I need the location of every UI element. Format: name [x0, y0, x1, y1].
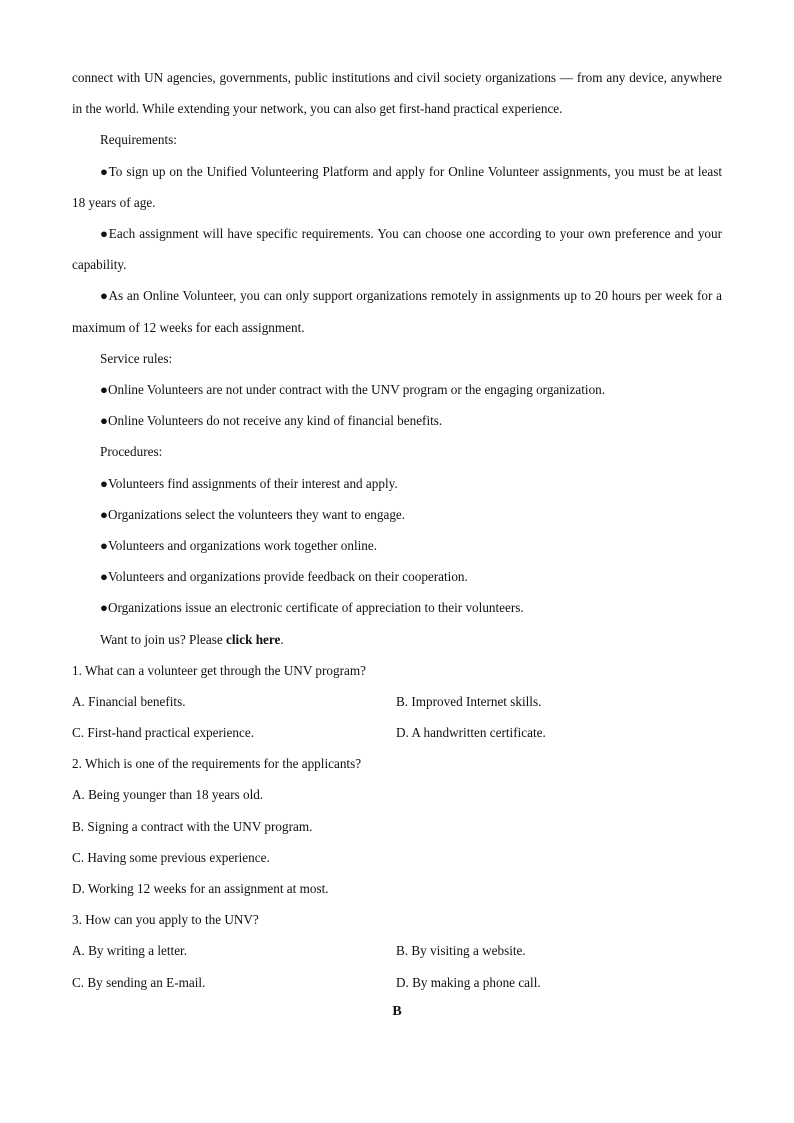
option-b[interactable]: B. By visiting a website.: [396, 943, 526, 959]
procedure-item: ●Volunteers find assignments of their interest and apply.: [100, 475, 398, 491]
procedure-item: ●Volunteers and organizations work together online.: [100, 537, 378, 553]
option-a[interactable]: A. Financial benefits.: [72, 693, 186, 709]
question-stem: 1. What can a volunteer get through the UNV program?: [72, 662, 366, 678]
join-line: [72, 624, 722, 655]
intro-line-2: anywhere in the world. While extending your network, you can also get first-hand practical experience.: [72, 70, 723, 117]
option-c[interactable]: C. First-hand practical experience.: [72, 725, 254, 741]
option-row: [72, 686, 722, 717]
requirement-item: ●To sign up on the Unified Volunteering Platform and apply for Online Volunteer assignments, you must be at least 18 years of age.: [72, 163, 722, 210]
service-rule-item: ●Online Volunteers are not under contract with the UNV program or the engaging organization.: [100, 382, 606, 397]
option-b[interactable]: B. Signing a contract with the UNV program.: [72, 818, 313, 834]
service-rules-heading: Service rules:: [100, 350, 173, 366]
click-here-link[interactable]: click here: [226, 631, 281, 647]
option-d[interactable]: D. Working 12 weeks for an assignment at most.: [72, 881, 329, 896]
requirement-item: ●As an Online Volunteer, you can only support organizations remotely in assignments up to 20 hours per week for a maximum of 12 weeks for each assignment.: [72, 288, 722, 335]
option-a[interactable]: A. Being younger than 18 years old.: [72, 787, 264, 803]
option-d[interactable]: D. A handwritten certificate.: [396, 725, 546, 741]
option-row: [72, 967, 722, 998]
procedure-item: ●Volunteers and organizations provide feedback on their cooperation.: [100, 569, 468, 585]
join-prefix: Want to join us? Please: [100, 631, 227, 647]
requirement-item: ●Each assignment will have specific requirements. You can choose one according to your own preference and your capability.: [72, 226, 722, 273]
option-b[interactable]: B. Improved Internet skills.: [396, 693, 542, 709]
option-c[interactable]: C. By sending an E-mail.: [72, 974, 206, 990]
procedures-heading: Procedures:: [100, 444, 163, 460]
join-suffix: .: [280, 631, 284, 647]
document-page: [72, 62, 722, 1026]
option-d[interactable]: D. By making a phone call.: [396, 974, 541, 990]
option-row: [72, 717, 722, 748]
next-section-label: B: [392, 1003, 402, 1019]
option-row: [72, 935, 722, 966]
procedure-item: ●Organizations select the volunteers they want to engage.: [100, 506, 406, 522]
procedure-item: ●Organizations issue an electronic certificate of appreciation to their volunteers.: [100, 600, 524, 616]
service-rule-item: ●Online Volunteers do not receive any kind of financial benefits.: [100, 413, 443, 429]
requirements-heading: Requirements:: [100, 132, 177, 148]
question-stem: 2. Which is one of the requirements for the applicants?: [72, 756, 362, 772]
intro-line-1: connect with UN agencies, governments, public institutions and civil society organizations — from any device,: [72, 70, 667, 85]
question-stem: 3. How can you apply to the UNV?: [72, 912, 259, 928]
option-a[interactable]: A. By writing a letter.: [72, 943, 188, 959]
option-c[interactable]: C. Having some previous experience.: [72, 849, 270, 865]
intro-paragraph: [72, 62, 722, 124]
